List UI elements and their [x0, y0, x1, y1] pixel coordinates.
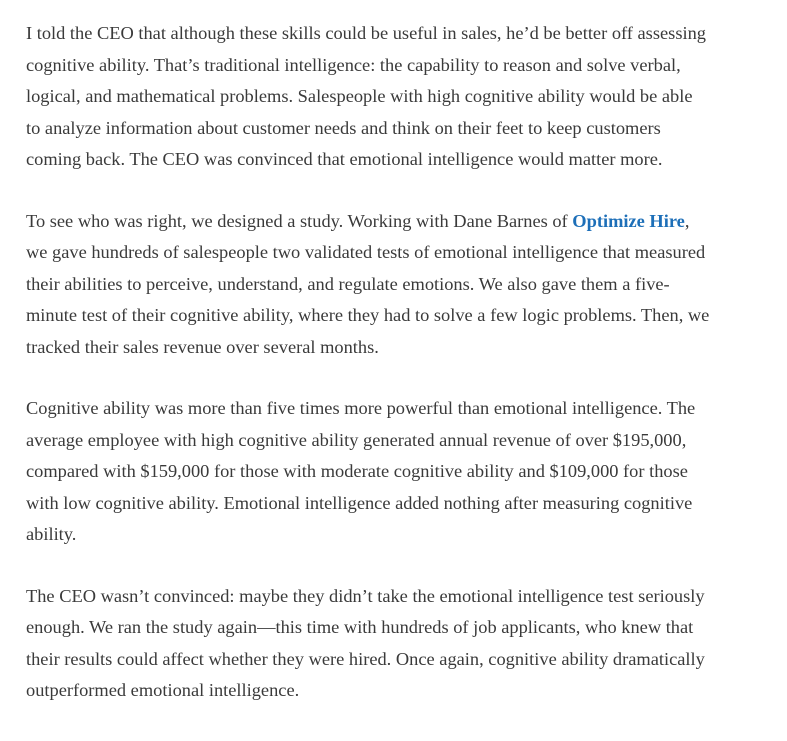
paragraph-2-line-1-text: To see who was right, we designed a study. Working with Dane Barnes of — [26, 210, 573, 231]
paragraph-4-line-1: The CEO wasn’t convinced: maybe they didn’t take the emotional intelligence test seriously — [26, 585, 705, 606]
article-body — [26, 18, 776, 737]
paragraph-1-line-5: coming back. The CEO was convinced that emotional intelligence would matter more. — [26, 149, 663, 169]
paragraph-3-line-2: average employee with high cognitive ability generated annual revenue of over $195,000, — [26, 429, 687, 450]
paragraph-2-line-4: minute test of their cognitive ability, where they had to solve a few logic problems. Then, we — [26, 305, 710, 325]
paragraph-1-line-1: I told the CEO that although these skills could be useful in sales, he’d be better off assessing — [26, 23, 706, 43]
optimize-hire-link[interactable]: Optimize Hire — [572, 210, 685, 231]
paragraph-1-line-4: to analyze information about customer needs and think on their feet to keep customers — [26, 117, 661, 138]
paragraph-1 — [26, 18, 776, 176]
paragraph-3 — [26, 393, 776, 551]
paragraph-4-line-4: outperformed emotional intelligence. — [26, 680, 300, 700]
paragraph-2-line-1-comma: , — [684, 210, 690, 231]
paragraph-1-line-3: logical, and mathematical problems. Salespeople with high cognitive ability would be able — [26, 86, 693, 106]
paragraph-4-line-3: their results could affect whether they were hired. Once again, cognitive ability dramatically — [26, 648, 705, 669]
paragraph-2-line-2: we gave hundreds of salespeople two validated tests of emotional intelligence that measured — [26, 242, 706, 262]
paragraph-3-line-3: compared with $159,000 for those with moderate cognitive ability and $109,000 for those — [26, 461, 688, 481]
paragraph-2 — [26, 206, 776, 364]
paragraph-1-line-2: cognitive ability. That’s traditional intelligence: the capability to reason and solve verbal, — [26, 54, 681, 75]
paragraph-4 — [26, 581, 776, 707]
paragraph-2-line-3: their abilities to perceive, understand, and regulate emotions. We also gave them a five- — [26, 273, 670, 294]
paragraph-3-line-4: with low cognitive ability. Emotional intelligence added nothing after measuring cognitive — [26, 492, 693, 513]
paragraph-3-line-5: ability. — [26, 524, 77, 544]
paragraph-3-line-1: Cognitive ability was more than five times more powerful than emotional intelligence. The — [26, 398, 696, 418]
paragraph-2-line-1 — [26, 206, 776, 238]
paragraph-2-line-5: tracked their sales revenue over several months. — [26, 336, 379, 357]
paragraph-4-line-2: enough. We ran the study again—this time with hundreds of job applicants, who knew that — [26, 617, 694, 637]
